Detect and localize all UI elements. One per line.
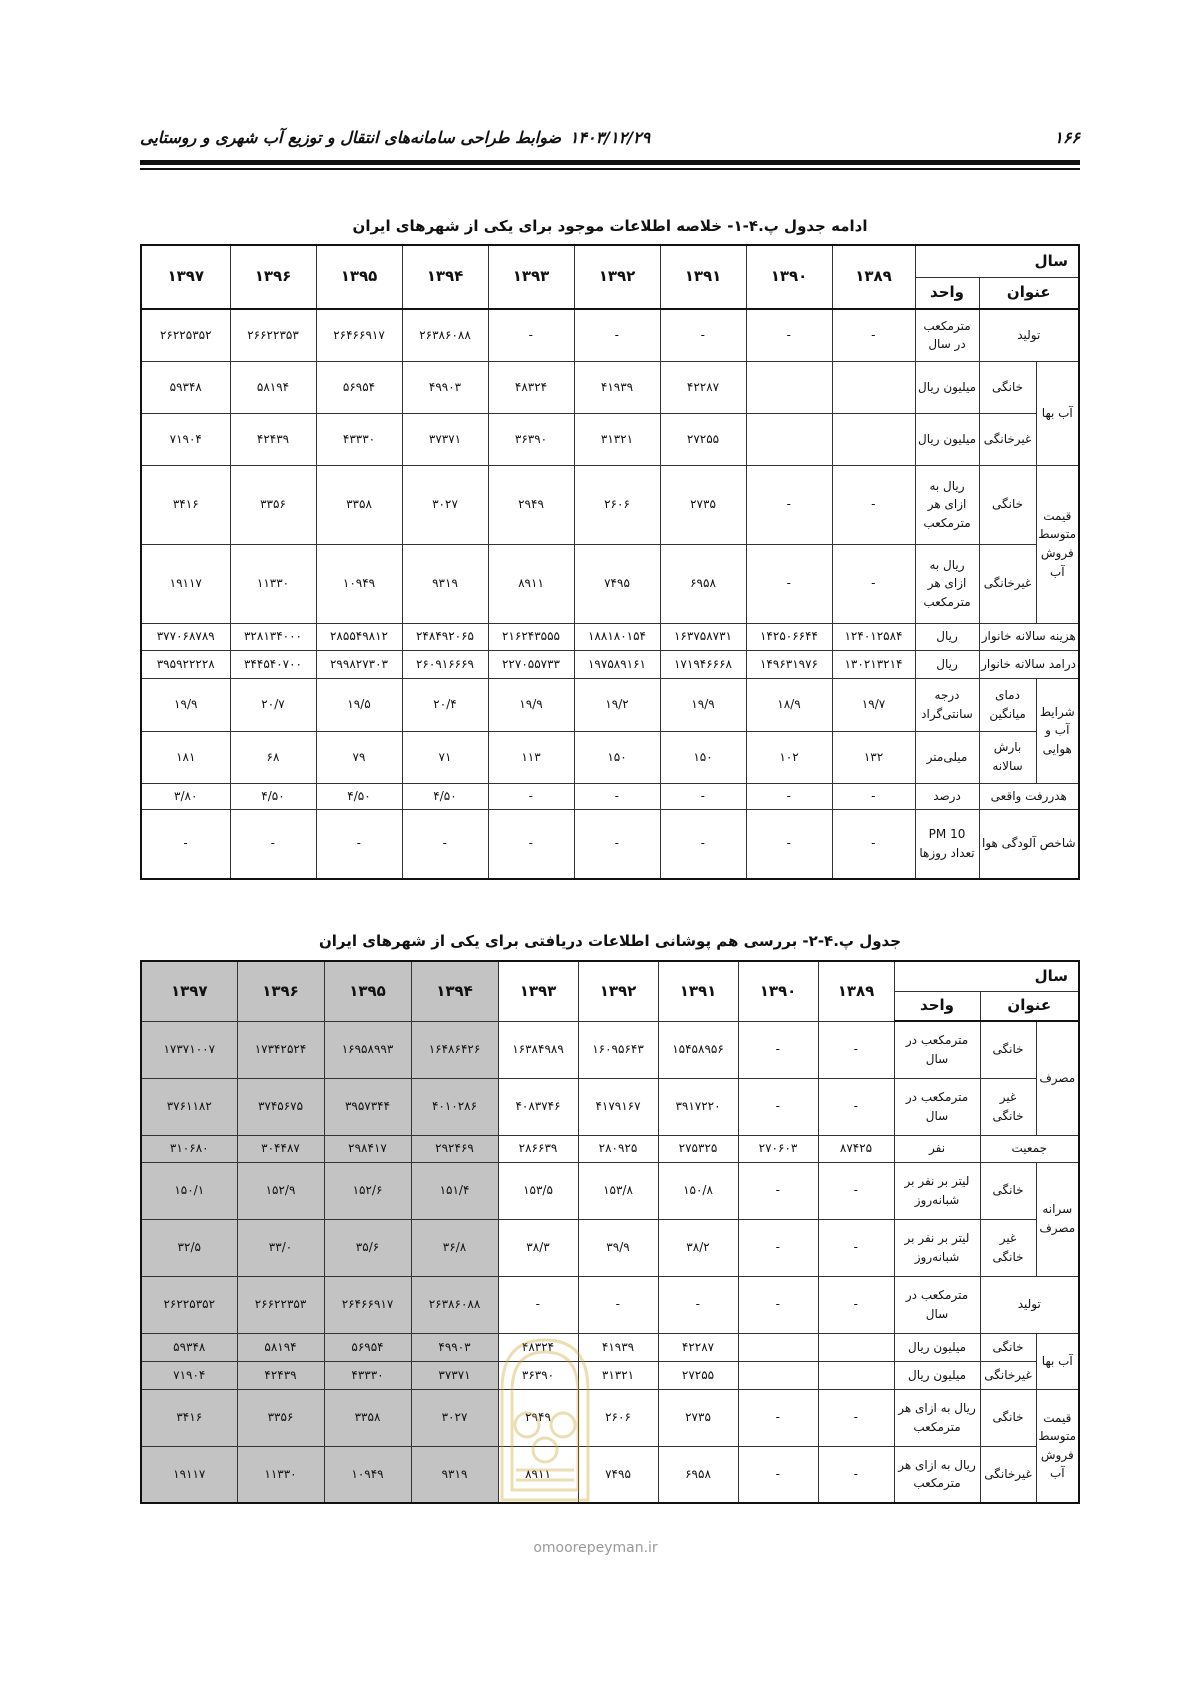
data-cell: ۷۴۹۵ — [578, 1446, 658, 1503]
row-group-label: قیمت متوسط فروش آب — [1036, 465, 1079, 623]
data-cell: ۴۸۳۲۴ — [488, 361, 574, 413]
year-cell: ۱۳۸۹ — [832, 245, 915, 309]
data-cell: ۲۴۸۴۹۲۰۶۵ — [402, 623, 488, 650]
data-cell: - — [832, 309, 915, 361]
data-cell: ۱۵۴۵۸۹۵۶ — [658, 1021, 738, 1078]
unit-cell: میلیون ریال — [894, 1333, 980, 1361]
row-label: تولید — [979, 309, 1079, 361]
data-cell: ۲۱۶۲۴۳۵۵۵ — [488, 623, 574, 650]
data-cell — [832, 413, 915, 465]
data-cell: ۱۱۳۳۰ — [237, 1446, 324, 1503]
data-cell: ۱۸۸۱۸۰۱۵۴ — [574, 623, 660, 650]
data-cell: ۱۵۲/۹ — [237, 1162, 324, 1219]
header-unit: واحد — [894, 991, 980, 1021]
unit-cell: لیتر بر نفر بر شبانه‌روز — [894, 1162, 980, 1219]
unit-cell: میلی‌متر — [915, 731, 979, 783]
data-cell: - — [230, 809, 316, 879]
data-cell: ۲۷۲۵۵ — [658, 1361, 738, 1389]
year-cell: ۱۳۸۹ — [818, 961, 894, 1021]
row-label: جمعیت — [980, 1135, 1079, 1162]
table-row — [141, 809, 1079, 879]
unit-cell: درصد — [915, 783, 979, 809]
data-cell: ۱۰۲ — [746, 731, 832, 783]
data-cell: ۴۹۹۰۳ — [411, 1333, 498, 1361]
data-cell: ۲۹۲۴۶۹ — [411, 1135, 498, 1162]
row-label: خانگی — [980, 1333, 1036, 1361]
data-cell: ۱۱۳ — [488, 731, 574, 783]
data-cell: - — [746, 544, 832, 623]
data-cell: ۷۱ — [402, 731, 488, 783]
data-cell: ۵۸۱۹۴ — [237, 1333, 324, 1361]
data-cell: - — [738, 1021, 818, 1078]
data-cell: ۴۲۴۳۹ — [230, 413, 316, 465]
row-label: غیرخانگی — [980, 1361, 1036, 1389]
data-cell: - — [818, 1446, 894, 1503]
data-cell: ۷۹ — [316, 731, 402, 783]
data-cell: - — [818, 1021, 894, 1078]
overlap-table — [140, 960, 1080, 1504]
year-cell: ۱۳۹۴ — [411, 961, 498, 1021]
data-cell: ۳۲۸۱۳۴۰۰۰ — [230, 623, 316, 650]
data-cell: - — [738, 1078, 818, 1135]
data-cell — [738, 1333, 818, 1361]
table2-caption: جدول پ.۴-۲- بررسی هم پوشانی اطلاعات دریافتی برای یکی از شهرهای ایران — [318, 932, 902, 950]
data-cell: ۵۹۳۴۸ — [141, 361, 230, 413]
data-cell: ۳۱۳۲۱ — [578, 1361, 658, 1389]
header-rule-thick — [140, 160, 1080, 165]
data-cell: - — [660, 309, 746, 361]
data-cell: ۲۰/۷ — [230, 678, 316, 731]
data-cell: - — [832, 783, 915, 809]
data-cell: ۴۳۳۳۰ — [324, 1361, 411, 1389]
data-cell: ۱۸۱ — [141, 731, 230, 783]
row-group-label: آب بها — [1036, 1333, 1079, 1389]
data-cell: - — [832, 544, 915, 623]
unit-cell: ریال — [915, 623, 979, 650]
data-cell: - — [316, 809, 402, 879]
data-cell: - — [746, 783, 832, 809]
unit-cell: ریال به ازای هر مترمکعب — [915, 465, 979, 544]
unit-cell: مترمکعب در سال — [915, 309, 979, 361]
data-cell: ۹۳۱۹ — [411, 1446, 498, 1503]
data-cell: - — [578, 1276, 658, 1333]
year-cell: ۱۳۹۰ — [738, 961, 818, 1021]
row-label: هدررفت واقعی — [979, 783, 1079, 809]
data-cell: ۳۰۲۷ — [411, 1389, 498, 1446]
data-cell: ۱۶۹۵۸۹۹۳ — [324, 1021, 411, 1078]
data-cell: ۱۴۲۵۰۶۶۴۴ — [746, 623, 832, 650]
data-cell: ۱۹/۹ — [488, 678, 574, 731]
unit-cell: میلیون ریال — [915, 361, 979, 413]
data-cell: ۲۶۰۹۱۶۶۶۹ — [402, 650, 488, 678]
data-cell: ۱۳۲ — [832, 731, 915, 783]
year-cell: ۱۳۹۲ — [574, 245, 660, 309]
row-label: تولید — [980, 1276, 1079, 1333]
data-cell: ۱۳۰۲۱۳۲۱۴ — [832, 650, 915, 678]
data-cell: - — [738, 1219, 818, 1276]
data-cell: ۷۱۹۰۴ — [141, 1361, 237, 1389]
year-cell: ۱۳۹۰ — [746, 245, 832, 309]
data-cell: - — [141, 809, 230, 879]
data-cell: ۲۷۰۶۰۳ — [738, 1135, 818, 1162]
unit-cell: مترمکعب در سال — [894, 1021, 980, 1078]
data-cell: ۲۸۰۹۲۵ — [578, 1135, 658, 1162]
data-cell: ۲۶۰۶ — [574, 465, 660, 544]
year-cell: ۱۳۹۲ — [578, 961, 658, 1021]
row-label: شاخص آلودگی هوا — [979, 809, 1079, 879]
data-cell: ۱۷۳۴۲۵۲۴ — [237, 1021, 324, 1078]
table-row — [141, 1361, 1079, 1389]
data-cell: ۱۲۴۰۱۲۵۸۴ — [832, 623, 915, 650]
data-cell: ۲۷۳۵ — [658, 1389, 738, 1446]
data-cell: ۳۷۷۰۶۸۷۸۹ — [141, 623, 230, 650]
data-cell: - — [488, 783, 574, 809]
data-cell: ۱۹۷۵۸۹۱۶۱ — [574, 650, 660, 678]
data-cell: - — [488, 809, 574, 879]
data-cell: ۱۴۹۶۳۱۹۷۶ — [746, 650, 832, 678]
data-cell: ۳۳/۰ — [237, 1219, 324, 1276]
data-cell: ۱۵۲/۶ — [324, 1162, 411, 1219]
data-cell: ۹۳۱۹ — [402, 544, 488, 623]
data-cell: ۳۳۵۶ — [230, 465, 316, 544]
data-cell: - — [488, 309, 574, 361]
data-cell: ۲۷۵۳۲۵ — [658, 1135, 738, 1162]
header-title: ضوابط طراحی سامانه‌های انتقال و توزیع آب شهری و روستایی — [140, 128, 562, 147]
data-cell: - — [574, 783, 660, 809]
data-cell: ۱۵۰/۱ — [141, 1162, 237, 1219]
data-cell: ۱۹/۹ — [141, 678, 230, 731]
data-cell: ۶۹۵۸ — [658, 1446, 738, 1503]
data-cell: ۸۹۱۱ — [498, 1446, 578, 1503]
data-cell: ۱۹۱۱۷ — [141, 544, 230, 623]
data-cell: ۴۰۸۳۷۴۶ — [498, 1078, 578, 1135]
data-cell: ۴۲۴۳۹ — [237, 1361, 324, 1389]
data-cell: - — [832, 465, 915, 544]
row-group-label: شرایط آب و هوایی — [1036, 678, 1079, 783]
year-cell: ۱۳۹۷ — [141, 961, 237, 1021]
data-cell: - — [660, 809, 746, 879]
data-cell: ۳۸/۳ — [498, 1219, 578, 1276]
data-cell: ۳۶۳۹۰ — [498, 1361, 578, 1389]
table-row — [141, 465, 1079, 544]
data-cell: ۱۹/۷ — [832, 678, 915, 731]
unit-cell: PM 10 تعداد روزها — [915, 809, 979, 879]
data-cell: ۱۹/۲ — [574, 678, 660, 731]
data-cell: ۵۶۹۵۴ — [316, 361, 402, 413]
year-cell: ۱۳۹۶ — [237, 961, 324, 1021]
data-cell: - — [746, 309, 832, 361]
data-cell: ۱۶۰۹۵۶۴۳ — [578, 1021, 658, 1078]
unit-cell: ریال به ازای هر مترمکعب — [894, 1446, 980, 1503]
unit-cell: میلیون ریال — [915, 413, 979, 465]
data-cell: ۱۹۱۱۷ — [141, 1446, 237, 1503]
data-cell: - — [746, 465, 832, 544]
data-cell — [746, 361, 832, 413]
data-cell — [818, 1361, 894, 1389]
data-cell: - — [402, 809, 488, 879]
data-cell: ۳۹۵۹۲۲۲۲۸ — [141, 650, 230, 678]
data-cell: - — [746, 809, 832, 879]
data-cell: - — [832, 809, 915, 879]
unit-cell: مترمکعب در سال — [894, 1276, 980, 1333]
header-year: سال — [915, 245, 1079, 277]
row-label: درامد سالانه خانوار — [979, 650, 1079, 678]
data-cell: - — [738, 1389, 818, 1446]
data-cell: ۲۶۰۶ — [578, 1389, 658, 1446]
data-cell: ۴۲۲۸۷ — [660, 361, 746, 413]
data-cell: - — [738, 1446, 818, 1503]
row-label: غیرخانگی — [979, 413, 1036, 465]
data-cell: ۱۰۹۴۹ — [316, 544, 402, 623]
data-cell: ۲۶۲۲۵۳۵۲ — [141, 1276, 237, 1333]
data-cell: ۱۵۰/۸ — [658, 1162, 738, 1219]
header-year: سال — [894, 961, 1079, 991]
data-cell: ۱۵۰ — [660, 731, 746, 783]
data-cell: - — [498, 1276, 578, 1333]
data-cell: ۲۶۲۲۵۳۵۲ — [141, 309, 230, 361]
year-cell: ۱۳۹۴ — [402, 245, 488, 309]
data-cell: ۱۵۰ — [574, 731, 660, 783]
data-cell: ۳۴۱۶ — [141, 465, 230, 544]
data-cell: - — [574, 309, 660, 361]
row-label: خانگی — [979, 361, 1036, 413]
row-label: غیر خانگی — [980, 1078, 1036, 1135]
data-cell: - — [818, 1389, 894, 1446]
year-cell: ۱۳۹۱ — [660, 245, 746, 309]
table-row — [141, 650, 1079, 678]
data-cell: ۶۹۵۸ — [660, 544, 746, 623]
data-cell: ۳۹۵۷۳۴۴ — [324, 1078, 411, 1135]
unit-cell: درجه سانتی‌گراد — [915, 678, 979, 731]
row-label: غیرخانگی — [979, 544, 1036, 623]
row-label: خانگی — [980, 1021, 1036, 1078]
data-cell: ۲۰/۴ — [402, 678, 488, 731]
unit-cell: ریال به ازای هر مترمکعب — [894, 1389, 980, 1446]
page-header — [140, 128, 1080, 154]
data-cell: ۳۸/۲ — [658, 1219, 738, 1276]
data-cell: ۳۴۱۶ — [141, 1389, 237, 1446]
data-cell: ۳۷۶۱۱۸۲ — [141, 1078, 237, 1135]
header-rule-thin — [140, 168, 1080, 170]
year-cell: ۱۳۹۶ — [230, 245, 316, 309]
year-cell: ۱۳۹۱ — [658, 961, 738, 1021]
data-cell: - — [738, 1276, 818, 1333]
table-row — [141, 309, 1079, 361]
header-date: ۱۴۰۳/۱۲/۲۹ — [569, 128, 651, 147]
data-cell: ۳۰۴۴۸۷ — [237, 1135, 324, 1162]
data-cell: ۵۶۹۵۴ — [324, 1333, 411, 1361]
data-cell: ۴۱۷۹۱۶۷ — [578, 1078, 658, 1135]
data-cell: ۳۹/۹ — [578, 1219, 658, 1276]
table-row — [141, 1389, 1079, 1446]
row-label: غیرخانگی — [980, 1446, 1036, 1503]
table-row — [141, 623, 1079, 650]
row-group-label: آب بها — [1036, 361, 1079, 465]
table-row — [141, 1333, 1079, 1361]
data-cell: ۳۶۳۹۰ — [488, 413, 574, 465]
data-cell: ۱۵۱/۴ — [411, 1162, 498, 1219]
row-label: خانگی — [980, 1389, 1036, 1446]
unit-cell: ریال به ازای هر مترمکعب — [915, 544, 979, 623]
unit-cell: میلیون ریال — [894, 1361, 980, 1389]
data-cell: ۲۲۷۰۵۵۷۳۳ — [488, 650, 574, 678]
data-cell: ۵۸۱۹۴ — [230, 361, 316, 413]
table-row — [141, 783, 1079, 809]
data-cell: ۲۶۳۸۶۰۸۸ — [402, 309, 488, 361]
data-cell: ۳۱۳۲۱ — [574, 413, 660, 465]
data-cell: ۴/۵۰ — [230, 783, 316, 809]
data-cell: ۸۹۱۱ — [488, 544, 574, 623]
data-cell: - — [818, 1078, 894, 1135]
data-cell: ۳۳۵۶ — [237, 1389, 324, 1446]
data-cell: ۱۷۱۹۴۶۶۶۸ — [660, 650, 746, 678]
year-cell: ۱۳۹۵ — [316, 245, 402, 309]
data-cell: ۱۵۳/۵ — [498, 1162, 578, 1219]
row-group-label: سرانه مصرف — [1036, 1162, 1079, 1276]
table-row — [141, 1219, 1079, 1276]
data-cell: ۶۸ — [230, 731, 316, 783]
table-row — [141, 1446, 1079, 1503]
data-cell: ۳۱۰۶۸۰ — [141, 1135, 237, 1162]
data-cell: ۱۵۳/۸ — [578, 1162, 658, 1219]
data-cell: ۳/۸۰ — [141, 783, 230, 809]
data-cell: ۱۶۳۸۴۹۸۹ — [498, 1021, 578, 1078]
data-cell: ۳۵/۶ — [324, 1219, 411, 1276]
data-cell: ۱۰۹۴۹ — [324, 1446, 411, 1503]
unit-cell: نفر — [894, 1135, 980, 1162]
data-cell: ۲۶۴۶۶۹۱۷ — [316, 309, 402, 361]
data-cell: - — [658, 1276, 738, 1333]
table-row — [141, 1276, 1079, 1333]
data-cell: ۴۳۳۳۰ — [316, 413, 402, 465]
header-title: عنوان — [980, 991, 1079, 1021]
row-label: غیر خانگی — [980, 1219, 1036, 1276]
data-cell: ۵۹۳۴۸ — [141, 1333, 237, 1361]
header-unit: واحد — [915, 277, 979, 309]
data-cell: ۷۴۹۵ — [574, 544, 660, 623]
data-cell: ۱۶۳۷۵۸۷۳۱ — [660, 623, 746, 650]
table-row — [141, 1078, 1079, 1135]
data-cell: - — [818, 1219, 894, 1276]
data-cell: ۲۹۴۹ — [498, 1389, 578, 1446]
table-row — [141, 1135, 1079, 1162]
data-cell: ۱۱۳۳۰ — [230, 544, 316, 623]
data-cell: ۱۷۳۷۱۰۰۷ — [141, 1021, 237, 1078]
data-cell: ۲۸۶۶۳۹ — [498, 1135, 578, 1162]
data-cell: ۱۶۴۸۶۴۲۶ — [411, 1021, 498, 1078]
data-cell: ۴۲۲۸۷ — [658, 1333, 738, 1361]
row-label: دمای میانگین — [979, 678, 1036, 731]
unit-cell: مترمکعب در سال — [894, 1078, 980, 1135]
data-cell: ۴۱۹۳۹ — [574, 361, 660, 413]
data-cell: - — [818, 1276, 894, 1333]
data-cell: ۳۶/۸ — [411, 1219, 498, 1276]
table-row — [141, 361, 1079, 413]
data-cell: ۲۷۲۵۵ — [660, 413, 746, 465]
data-cell: ۱۹/۹ — [660, 678, 746, 731]
data-cell: - — [574, 809, 660, 879]
data-cell: ۴۰۱۰۲۸۶ — [411, 1078, 498, 1135]
data-cell: ۴۸۳۲۴ — [498, 1333, 578, 1361]
data-cell: ۳۳۵۸ — [324, 1389, 411, 1446]
data-cell: ۴۹۹۰۳ — [402, 361, 488, 413]
data-cell: ۳۷۳۷۱ — [402, 413, 488, 465]
data-cell: ۴/۵۰ — [402, 783, 488, 809]
row-label: خانگی — [979, 465, 1036, 544]
header-title: عنوان — [979, 277, 1079, 309]
data-cell: ۲۷۳۵ — [660, 465, 746, 544]
table-row — [141, 544, 1079, 623]
table-row — [141, 678, 1079, 731]
table1-caption: ادامه جدول پ.۴-۱- خلاصه اطلاعات موجود برای یکی از شهرهای ایران — [352, 217, 868, 235]
row-label: بارش سالانه — [979, 731, 1036, 783]
data-cell: ۸۷۴۲۵ — [818, 1135, 894, 1162]
data-cell: - — [818, 1162, 894, 1219]
data-cell: ۲۹۴۹ — [488, 465, 574, 544]
data-cell: ۲۹۹۸۲۷۳۰۳ — [316, 650, 402, 678]
table-row — [141, 1162, 1079, 1219]
year-cell: ۱۳۹۷ — [141, 245, 230, 309]
data-cell: ۲۹۸۴۱۷ — [324, 1135, 411, 1162]
unit-cell: ریال — [915, 650, 979, 678]
data-cell: ۴/۵۰ — [316, 783, 402, 809]
year-cell: ۱۳۹۵ — [324, 961, 411, 1021]
table-row — [141, 1021, 1079, 1078]
year-cell: ۱۳۹۳ — [488, 245, 574, 309]
data-cell: ۳۷۴۵۶۷۵ — [237, 1078, 324, 1135]
row-label: هزینه سالانه خانوار — [979, 623, 1079, 650]
data-cell: ۲۶۳۸۶۰۸۸ — [411, 1276, 498, 1333]
data-cell: - — [738, 1162, 818, 1219]
table-row — [141, 731, 1079, 783]
data-cell: ۳۹۱۷۲۲۰ — [658, 1078, 738, 1135]
table-row — [141, 413, 1079, 465]
data-cell: - — [660, 783, 746, 809]
data-cell — [746, 413, 832, 465]
watermark-url: omoorepeyman.ir — [533, 1540, 658, 1556]
unit-cell: لیتر بر نفر بر شبانه‌روز — [894, 1219, 980, 1276]
data-cell — [818, 1333, 894, 1361]
year-cell: ۱۳۹۳ — [498, 961, 578, 1021]
data-cell: ۳۲/۵ — [141, 1219, 237, 1276]
data-cell: ۷۱۹۰۴ — [141, 413, 230, 465]
data-cell: ۴۱۹۳۹ — [578, 1333, 658, 1361]
data-cell: ۳۴۴۵۴۰۷۰۰ — [230, 650, 316, 678]
data-cell: ۲۸۵۵۴۹۸۱۲ — [316, 623, 402, 650]
page-number: ۱۶۶ — [1054, 128, 1080, 147]
row-group-label: مصرف — [1036, 1021, 1079, 1135]
data-cell: ۱۹/۵ — [316, 678, 402, 731]
data-cell — [832, 361, 915, 413]
row-group-label: قیمت متوسط فروش آب — [1036, 1389, 1079, 1503]
data-cell: ۲۶۶۲۲۳۵۳ — [237, 1276, 324, 1333]
data-cell: ۲۶۶۲۲۳۵۳ — [230, 309, 316, 361]
data-cell — [738, 1361, 818, 1389]
data-cell: ۳۷۳۷۱ — [411, 1361, 498, 1389]
data-cell: ۱۸/۹ — [746, 678, 832, 731]
data-cell: ۳۳۵۸ — [316, 465, 402, 544]
data-cell: ۳۰۲۷ — [402, 465, 488, 544]
summary-table — [140, 244, 1080, 880]
row-label: خانگی — [980, 1162, 1036, 1219]
data-cell: ۲۶۴۶۶۹۱۷ — [324, 1276, 411, 1333]
